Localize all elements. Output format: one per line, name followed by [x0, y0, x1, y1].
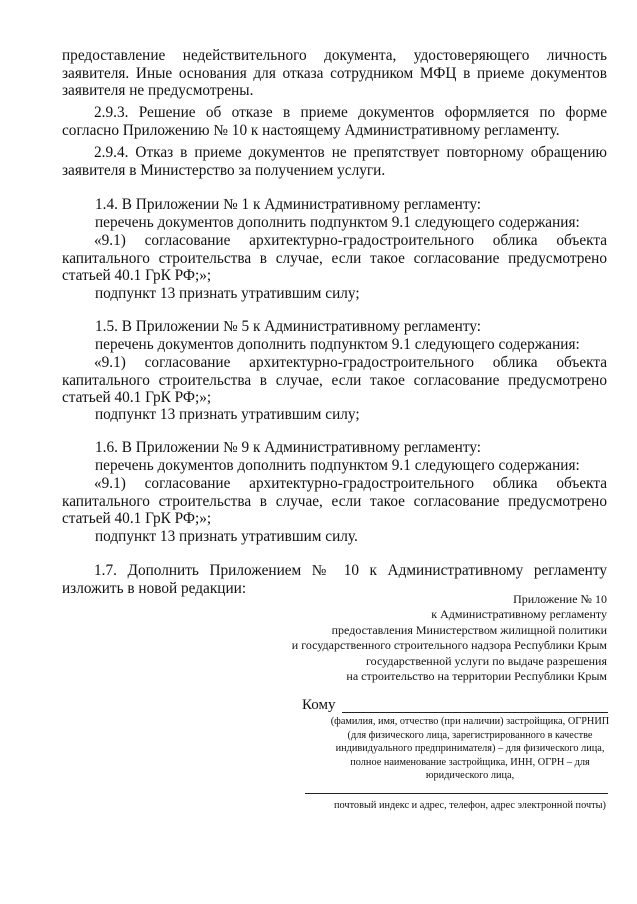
appendix-line-5: государственной услуги по выдаче разрешения [366, 653, 607, 668]
section-1-5-intro: перечень документов дополнить подпунктом 9.1 следующего содержания: [95, 336, 580, 353]
komu-hint-address: почтовый индекс и адрес, телефон, адрес электронной почты) [334, 800, 606, 811]
appendix-header [227, 592, 607, 684]
section-1-5-repeal: подпункт 13 признать утратившим силу; [95, 406, 360, 423]
paragraph-2-9-4: 2.9.4. Отказ в приеме документов не препятствует повторному обращению заявителя в Министерство за получением услуги. [62, 144, 607, 179]
appendix-line-4: и государственного строительного надзора Республики Крым [291, 638, 607, 653]
section-1-6-quote: «9.1) согласование архитектурно-градостроительного облика объекта капитального строительства в случае, если такое согласование предусмотрено статьей 40.1 ГрК РФ;»; [62, 475, 607, 528]
appendix-line-3: предоставления Министерством жилищной политики [331, 622, 607, 637]
section-1-4-heading: 1.4. В Приложении № 1 к Административному регламенту: [95, 196, 482, 213]
section-1-4-quote: «9.1) согласование архитектурно-градостроительного облика объекта капитального строительства в случае, если такое согласование предусмотрено статьей 40.1 ГрК РФ;»; [62, 232, 607, 285]
appendix-line-2: к Административному регламенту [431, 607, 607, 622]
section-1-6-repeal: подпункт 13 признать утратившим силу. [95, 528, 358, 545]
section-1-5-heading: 1.5. В Приложении № 5 к Административному регламенту: [95, 318, 482, 335]
section-1-4-repeal: подпункт 13 признать утратившим силу; [95, 285, 360, 302]
section-1-7: 1.7. Дополнить Приложением № 10 к Административному регламенту изложить в новой редакции: [62, 562, 607, 597]
section-1-5-quote: «9.1) согласование архитектурно-градостроительного облика объекта капитального строительства в случае, если такое согласование предусмотрено статьей 40.1 ГрК РФ;»; [62, 354, 607, 407]
address-underline [305, 793, 608, 794]
paragraph-2-9-3: 2.9.3. Решение об отказе в приеме документов оформляется по форме согласно Приложению № 10 к настоящему Административному регламенту. [62, 104, 607, 139]
appendix-line-1: Приложение № 10 [513, 592, 607, 606]
komu-underline [342, 712, 608, 713]
section-1-6-heading: 1.6. В Приложении № 9 к Административному регламенту: [95, 439, 482, 456]
komu-label: Кому [302, 697, 336, 713]
paragraph-continuation: предоставление недействительного документа, удостоверяющего личность заявителя. Иные основания для отказа сотрудником МФЦ в приеме документов заявителя не предусмотрены. [62, 47, 607, 100]
appendix-line-6: на строительство на территории Республики Крым [346, 669, 607, 684]
section-1-6-intro: перечень документов дополнить подпунктом 9.1 следующего содержания: [95, 457, 580, 474]
section-1-4-intro: перечень документов дополнить подпунктом 9.1 следующего содержания: [95, 214, 580, 231]
komu-hint-applicant: (фамилия, имя, отчество (при наличии) застройщика, ОГРНИП (для физического лица, зарегистрированного в качестве индивидуального предпринимателя) – для физического лица, полное наименование застройщика, ИНН, ОГРН – для юридического лица, [330, 716, 610, 782]
